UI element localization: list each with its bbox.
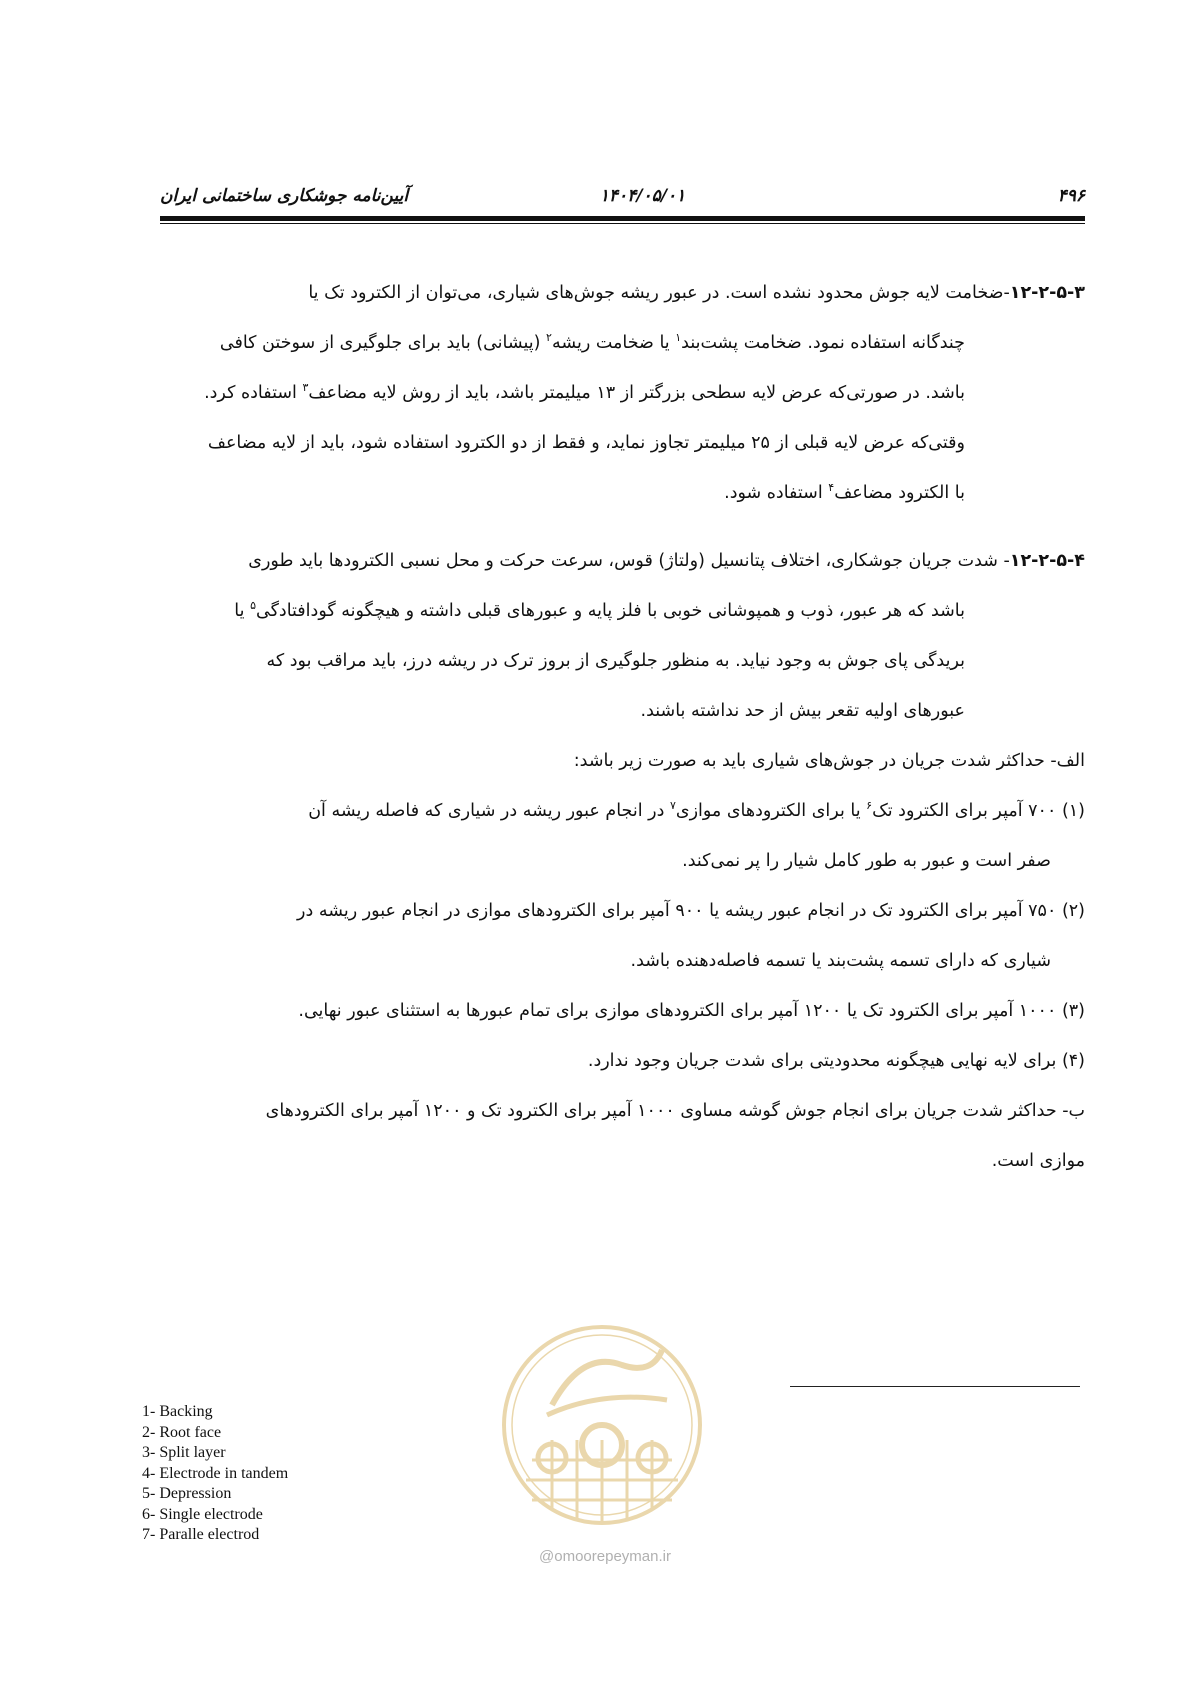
list-item-2: [142, 886, 1085, 986]
list-item-text: شیاری که دارای تسمه پشت‌بند یا تسمه فاصله‌دهنده باشد.: [630, 951, 1051, 971]
list-item-1: (۱) ۷۰۰ آمپر برای الکترود تک$^۶$ یا برای الکترودهای موازی$^۷$ در انجام عبور ریشه در شیاری که فاصله ریشه آن صفر است و عبور به طور کامل شیار را پر نمی‌کند.: [308, 799, 1085, 871]
section-text: بریدگی پای جوش به وجود نیاید. به منظور جلوگیری از بروز ترک در ریشه درز، باید مراقب بود که: [266, 651, 965, 671]
footnote: 3- Split layer: [142, 1444, 226, 1461]
page-number: ۴۹۶: [1057, 186, 1085, 206]
list-label: (۲): [1061, 901, 1085, 921]
footnotes: [142, 1402, 288, 1546]
footnote-ref: ۲: [546, 331, 552, 345]
footnote-ref: ۱: [675, 331, 682, 345]
book-title: آیین‌نامه جوشکاری ساختمانی ایران: [160, 186, 409, 206]
section-text: باشد که هر عبور، ذوب و همپوشانی خوبی با فلز پایه و عبورهای قبلی داشته و هیچگونه گودافتادگی$^۵$ یا: [234, 599, 965, 621]
section-text: عبورهای اولیه تقعر بیش از حد نداشته باشند.: [640, 701, 965, 721]
footnote-ref: ۳: [302, 381, 309, 395]
header-rule-thin: [160, 223, 1085, 224]
part-b: ب- حداکثر شدت جریان برای انجام جوش گوشه مساوی ۱۰۰۰ آمپر برای الکترود تک و ۱۲۰۰ آمپر برای الکترودهای موازی است.: [265, 1101, 1085, 1171]
footnote: 2- Root face: [142, 1423, 222, 1441]
footnote-ref: ۵: [250, 599, 256, 613]
list-item-text: صفر است و عبور به طور کامل شیار را پر نمی‌کند.: [682, 851, 1051, 871]
list-label: (۴): [1061, 1051, 1085, 1071]
footnote-ref: ۴: [828, 481, 835, 495]
footnote: 5- Depression: [142, 1485, 232, 1502]
section-text: با الکترود مضاعف$^۴$ استفاده شود.: [724, 481, 965, 503]
page-header: [160, 186, 1085, 216]
body-text: [142, 268, 1085, 1186]
section-12-2-5-3: [142, 268, 1085, 518]
section-text: - شدت جریان جوشکاری، اختلاف پتانسیل (ولتاژ) قوس، سرعت حرکت و محل نسبی الکترودها باید طوری: [248, 551, 1010, 571]
footnote-ref: ۷: [669, 799, 676, 813]
list-item-text: ۱۰۰۰ آمپر برای الکترود تک یا ۱۲۰۰ آمپر برای الکترودهای موازی برای تمام عبورها به استثنای عبور نهایی.: [298, 1001, 1057, 1021]
section-text: وقتی‌که عرض لایه قبلی از ۲۵ میلیمتر تجاوز نماید، و فقط از دو الکترود استفاده شود، باید از لایه مضاعف: [207, 433, 965, 453]
watermark-url: @omoorepeyman.ir: [539, 1548, 671, 1565]
list-item-3: [142, 986, 1085, 1036]
list-label: (۳): [1061, 1001, 1085, 1021]
footnote: 1- Backing: [142, 1403, 213, 1420]
footnote: 7- Paralle electrod: [142, 1526, 260, 1543]
list-item-text: ۷۵۰ آمپر برای الکترود تک در انجام عبور ریشه یا ۹۰۰ آمپر برای الکترودهای موازی در انجام عبور ریشه در: [297, 901, 1057, 921]
part-a-intro: الف- حداکثر شدت جریان در جوش‌های شیاری باید به صورت زیر باشد:: [573, 751, 1085, 771]
section-text: چندگانه استفاده نمود. ضخامت پشت‌بند$^۱$ یا ضخامت ریشه$^۲$ (پیشانی) باید برای جلوگیری از سوختن کافی: [219, 331, 965, 353]
section-text: باشد. در صورتی‌که عرض لایه سطحی بزرگتر از ۱۳ میلیمتر باشد، باید از روش لایه مضاعف$^۳$ استفاده کرد.: [204, 381, 965, 403]
list-item-4: [142, 1036, 1085, 1086]
footnote: 4- Electrode in tandem: [142, 1464, 289, 1482]
section-number: ۱۲-۲-۵-۳: [1009, 283, 1085, 303]
footnote-separator: [790, 1386, 1080, 1387]
section-12-2-5-4: [142, 536, 1085, 736]
section-number: ۱۲-۲-۵-۴: [1009, 551, 1085, 571]
section-text: -ضخامت لایه جوش محدود نشده است. در عبور ریشه جوش‌های شیاری، می‌توان از الکترود تک یا: [308, 283, 1010, 303]
list-label: (۱): [1061, 801, 1085, 821]
watermark-logo-icon: [492, 1310, 712, 1570]
list-item-text: برای لایه نهایی هیچگونه محدودیتی برای شدت جریان وجود ندارد.: [587, 1051, 1057, 1071]
header-date: ۱۴۰۴/۰۵/۰۱: [599, 186, 686, 206]
footnote-ref: ۶: [866, 799, 873, 813]
header-rule-thick: [160, 216, 1085, 221]
footnote: 6- Single electrode: [142, 1505, 263, 1523]
